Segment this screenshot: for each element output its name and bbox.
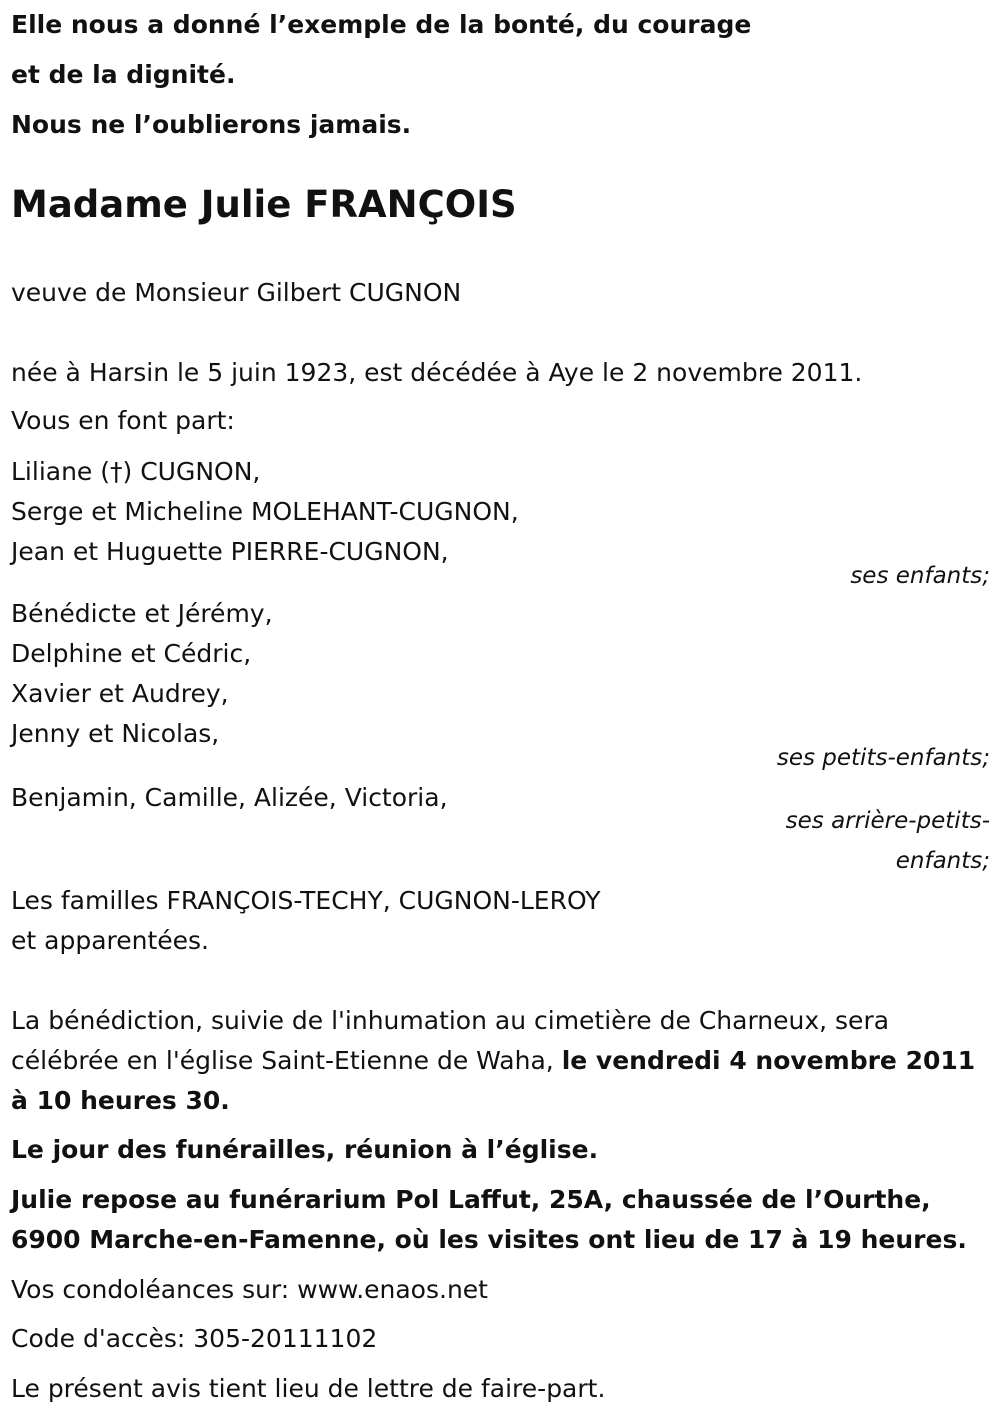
epitaph-line-2: et de la dignité. [11, 60, 236, 89]
child-line-1 [11, 456, 260, 488]
children-role-label: ses enfants; [850, 563, 990, 589]
birth-death-line: née à Harsin le 5 juin 1923, est décédée à Aye le 2 novembre 2011. [11, 358, 863, 387]
access-code-line: Code d'accès: 305-20111102 [11, 1324, 378, 1353]
cross-symbol: † [110, 457, 123, 486]
notice-line: Le présent avis tient lieu de lettre de faire-part. [11, 1374, 606, 1403]
great-grandchildren-role-line-2: enfants; [895, 848, 990, 874]
deceased-name: Madame Julie FRANÇOIS [11, 183, 517, 226]
spouse-line: veuve de Monsieur Gilbert CUGNON [11, 278, 462, 307]
child-line-3: Jean et Huguette PIERRE-CUGNON, [11, 537, 449, 566]
child-line-1-prefix: Liliane ( [11, 457, 111, 486]
child-line-2: Serge et Micheline MOLEHANT-CUGNON, [11, 497, 519, 526]
condolences-line: Vos condoléances sur: www.enaos.net [11, 1275, 488, 1304]
ceremony-text: La bénédiction, suivie de l'inhumation au cimetière de Charneux, sera célébrée en l'église Saint-Etienne de Waha, [11, 1006, 890, 1075]
great-grandchildren-role-line-1: ses arrière-petits- [785, 808, 990, 834]
ceremony-date-time: le vendredi 4 novembre 2011 à 10 heures 30. [11, 1046, 976, 1115]
grandchild-line-2: Delphine et Cédric, [11, 639, 252, 668]
families-line-2: et apparentées. [11, 926, 209, 955]
great-grandchildren-names: Benjamin, Camille, Alizée, Victoria, [11, 783, 448, 812]
epitaph-line-3: Nous ne l’oublierons jamais. [11, 110, 412, 139]
epitaph-line-1: Elle nous a donné l’exemple de la bonté, du courage [11, 10, 752, 39]
ceremony-paragraph [11, 1001, 996, 1121]
funeral-day-note: Le jour des funérailles, réunion à l’église. [11, 1135, 599, 1164]
grandchild-line-3: Xavier et Audrey, [11, 679, 229, 708]
child-line-1-suffix: ) CUGNON, [122, 457, 261, 486]
grandchild-line-4: Jenny et Nicolas, [11, 719, 220, 748]
grandchild-line-1: Bénédicte et Jérémy, [11, 599, 273, 628]
visitation-paragraph: Julie repose au funérarium Pol Laffut, 25A, chaussée de l’Ourthe, 6900 Marche-en-Famenne, où les visites ont lieu de 17 à 19 heures. [11, 1185, 967, 1254]
announcement-intro: Vous en font part: [11, 406, 235, 435]
families-line-1: Les familles FRANÇOIS-TECHY, CUGNON-LEROY [11, 886, 601, 915]
grandchildren-role-label: ses petits-enfants; [776, 745, 990, 771]
